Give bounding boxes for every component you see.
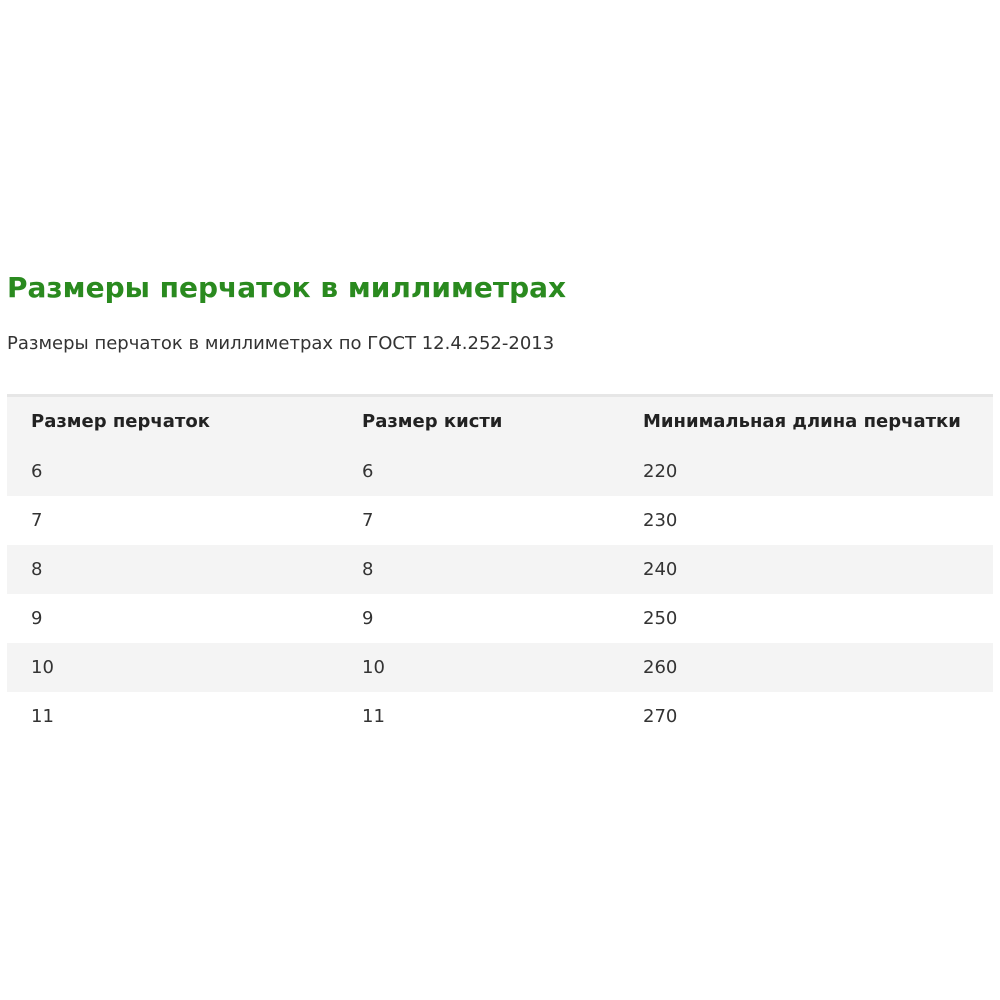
table-row: [7, 496, 993, 545]
cell-glove-size: 10: [31, 656, 54, 678]
cell-hand-size: 10: [362, 656, 385, 678]
cell-glove-size: 8: [31, 558, 43, 580]
article-content: [7, 268, 993, 741]
cell-glove-size: 6: [31, 460, 43, 482]
cell-hand-size: 11: [362, 705, 385, 727]
header-glove-size: Размер перчаток: [31, 411, 210, 432]
cell-glove-size: 9: [31, 607, 43, 629]
page-subtitle: Размеры перчаток в миллиметрах по ГОСТ 12.4.252-2013: [7, 333, 555, 354]
cell-min-length: 270: [643, 705, 678, 727]
table-row: [7, 692, 993, 741]
cell-glove-size: 11: [31, 705, 54, 727]
table-header-row: [7, 396, 993, 448]
cell-min-length: 220: [643, 460, 678, 482]
glove-size-table: [7, 394, 993, 741]
cell-hand-size: 6: [362, 460, 374, 482]
cell-min-length: 260: [643, 656, 678, 678]
cell-min-length: 240: [643, 558, 678, 580]
header-min-glove-length: Минимальная длина перчатки: [643, 411, 961, 432]
header-hand-size: Размер кисти: [362, 411, 503, 432]
cell-min-length: 250: [643, 607, 678, 629]
cell-min-length: 230: [643, 509, 678, 531]
table-row: [7, 447, 993, 496]
cell-hand-size: 9: [362, 607, 374, 629]
cell-hand-size: 8: [362, 558, 374, 580]
page-title: Размеры перчаток в миллиметрах: [7, 271, 567, 304]
cell-hand-size: 7: [362, 509, 374, 531]
cell-glove-size: 7: [31, 509, 43, 531]
table-row: [7, 643, 993, 692]
table-row: [7, 545, 993, 594]
table-row: [7, 594, 993, 643]
